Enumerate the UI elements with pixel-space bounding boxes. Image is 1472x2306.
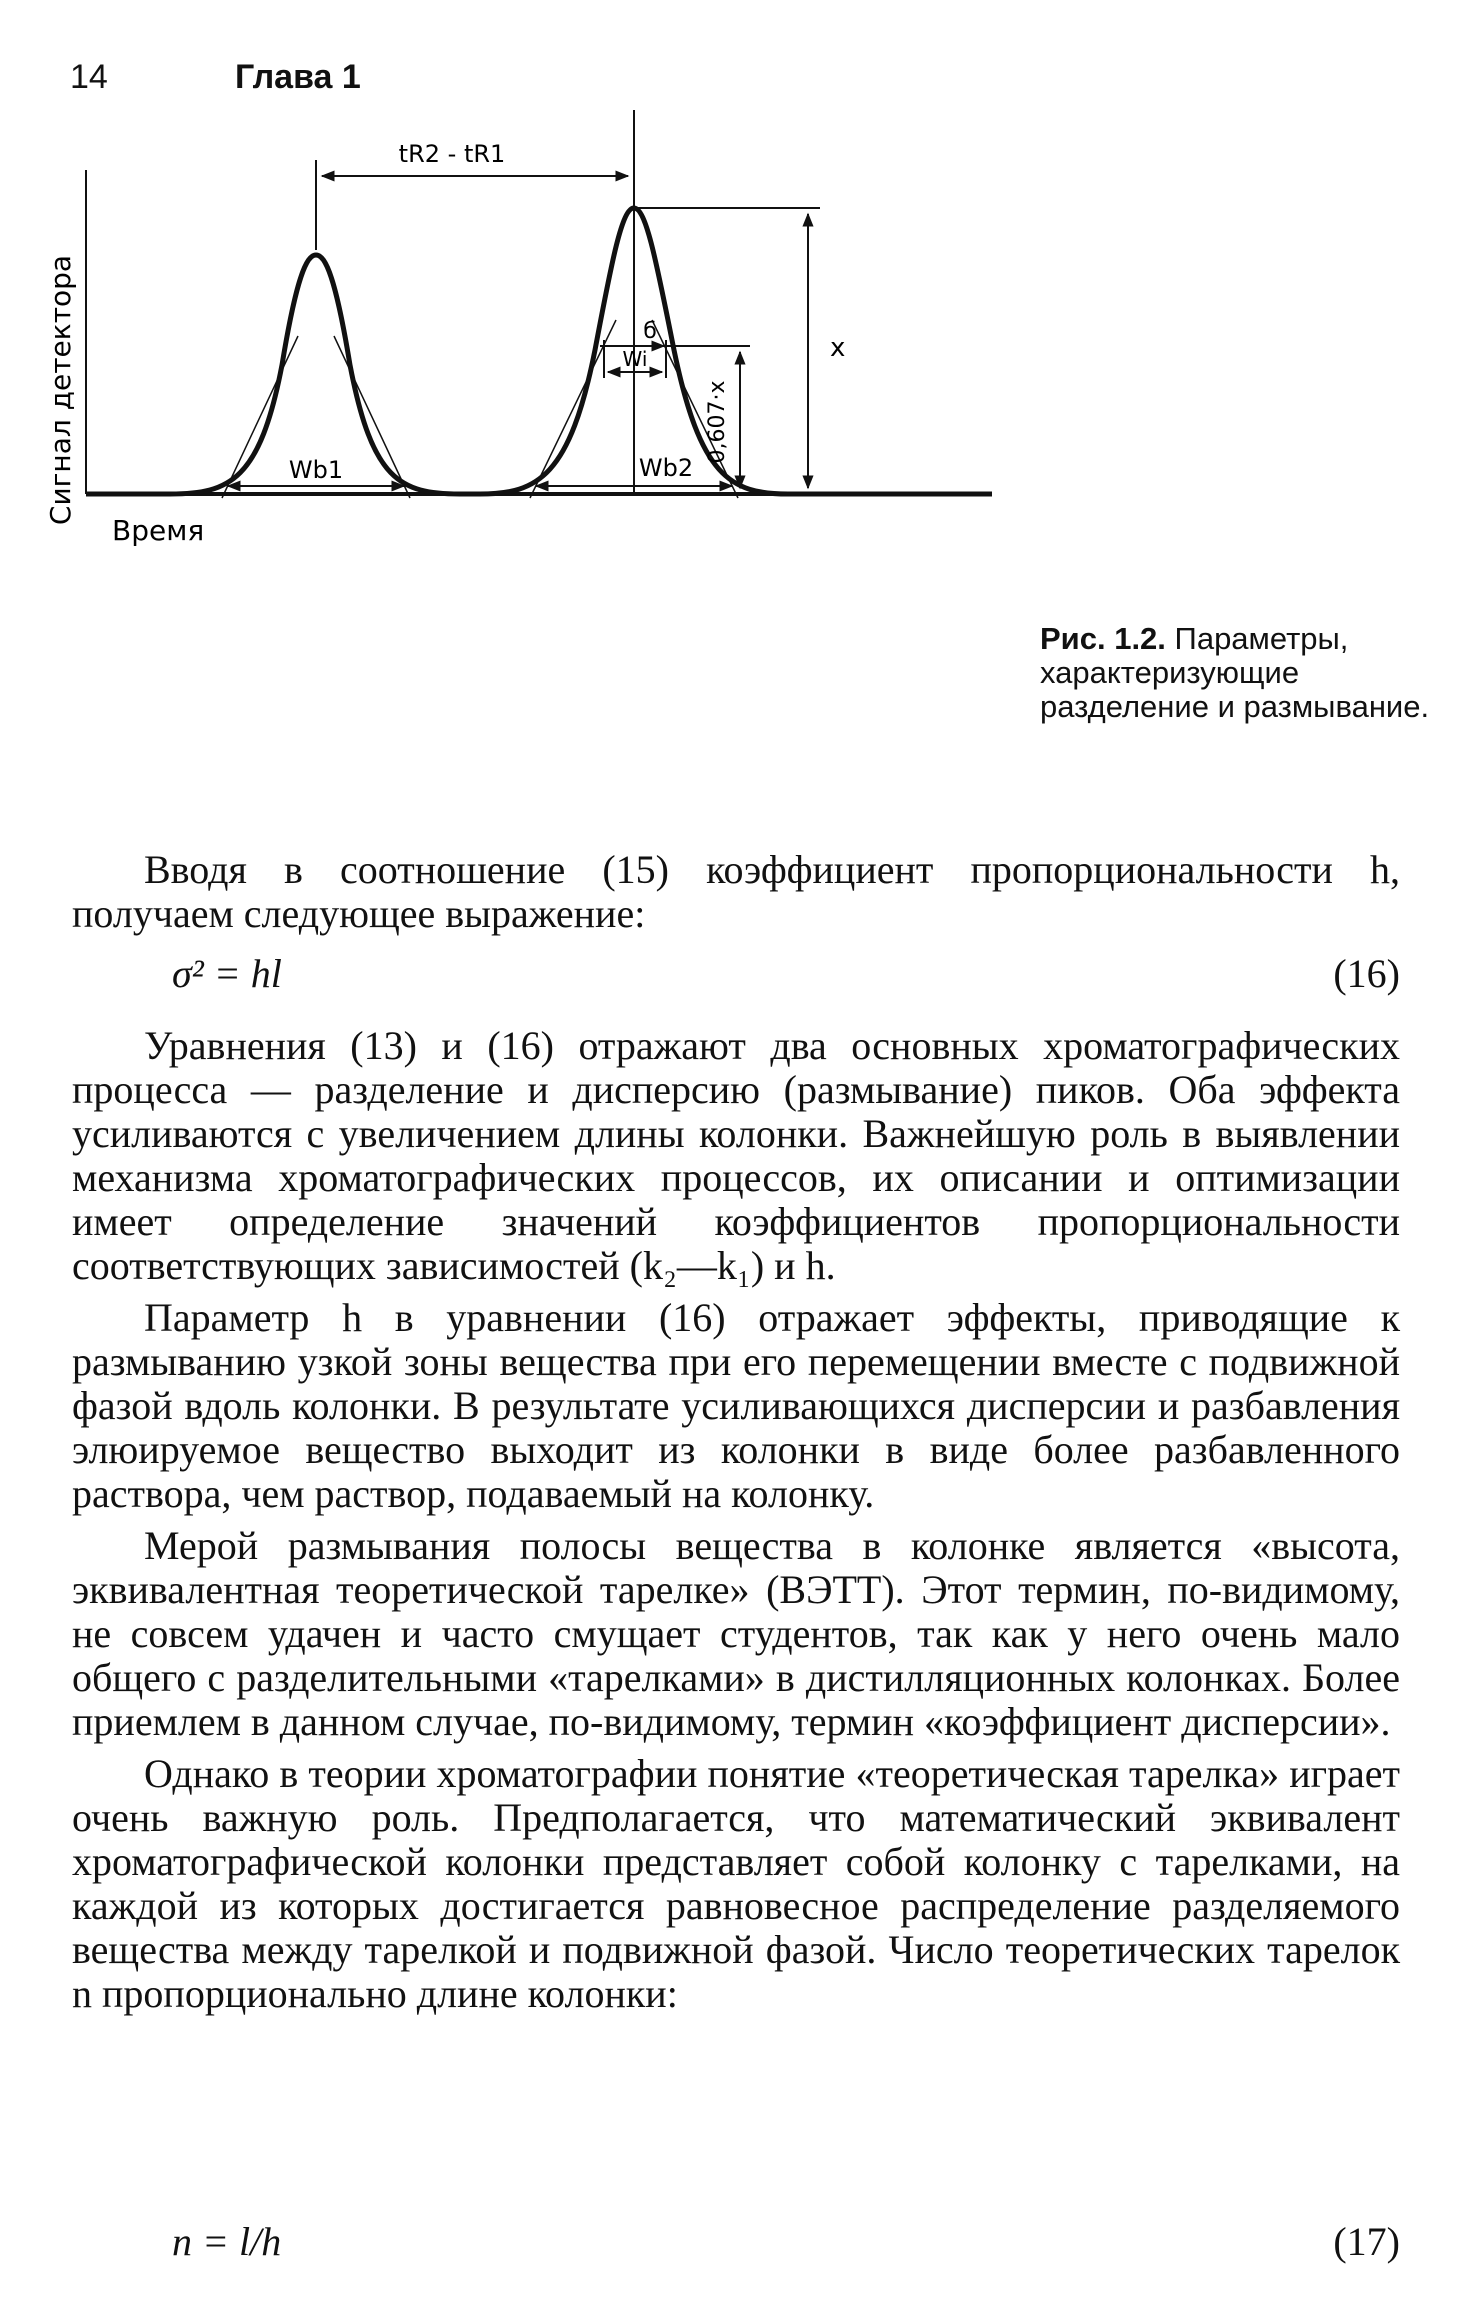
wb2-label: Wb2	[638, 454, 694, 482]
equation-17	[72, 2218, 1400, 2266]
page-number: 14	[70, 58, 108, 96]
figure-caption-label: Рис. 1.2.	[1040, 621, 1166, 656]
equation-17-expression: n = l/h	[172, 2219, 282, 2264]
wb1-label: Wb1	[288, 456, 344, 484]
paragraph-3: Параметр h в уравнении (16) отражает эффекты, приводящие к размыванию узкой зоны вещества при его перемещении вместе с подвижной фазой вдоль колонки. В результате усиливающихся дисперсии и разбавления элюируемое вещество выходит из колонки в виде более разбавленного раствора, чем раствор, подаваемый на колонку.	[72, 1295, 1400, 1516]
x-axis-label: Время	[112, 514, 205, 547]
peak-1-curve	[86, 255, 460, 494]
height-fraction-label: 0,607·x	[705, 380, 730, 464]
equation-17-number: (17)	[1333, 2219, 1400, 2264]
paragraph-1-block	[72, 848, 1400, 944]
figure-caption-text: Параметры, характеризующие разделение и размывание.	[1040, 621, 1430, 724]
wi-label: Wi	[622, 347, 648, 371]
equation-16-number: (16)	[1333, 951, 1400, 996]
chromatogram-figure	[44, 140, 1020, 800]
paragraph-2: Уравнения (13) и (16) отражают два основных хроматографических процесса — разделение и дисперсию (размывание) пиков. Оба эффекта усиливаются с увеличением длины колонки. Важнейшую роль в выявлении механизма хроматографических процессов, их описании и оптимизации имеет определение значений коэффициентов пропорциональности соответствующих зависимостей (k₂—k₁) и h.	[72, 1023, 1400, 1288]
chapter-title: Глава 1	[235, 58, 361, 96]
x-label: x	[830, 333, 846, 363]
equation-16	[72, 950, 1400, 998]
sigma-label: б	[643, 319, 657, 344]
y-axis-label: Сигнал детектора	[44, 254, 77, 526]
peak-1-right-tangent	[334, 336, 410, 498]
body-text-block	[72, 1024, 1400, 2024]
retention-diff-label: tR2 - tR1	[398, 140, 506, 168]
equation-16-expression: σ² = hl	[172, 951, 282, 996]
paragraph-5: Однако в теории хроматографии понятие «теоретическая тарелка» играет очень важную роль. Предполагается, что математический эквивалент хроматографической колонки представляет собой колонку с тарелками, на каждой из которых достигается равновесное распределение разделяемого вещества между тарелкой и подвижной фазой. Число теоретических тарелок n пропорционально длине колонки:	[72, 1751, 1400, 2016]
paragraph-1: Вводя в соотношение (15) коэффициент пропорциональности h, получаем следующее выражение:	[72, 847, 1400, 936]
figure-caption	[1040, 622, 1440, 724]
peak-1-left-tangent	[222, 336, 298, 498]
paragraph-4: Мерой размывания полосы вещества в колонке является «высота, эквивалентная теоретической тарелке» (ВЭТТ). Этот термин, по-видимому, не совсем удачен и часто смущает студентов, так как у него очень мало общего с разделительными «тарелками» в дистилляционных колонках. Более приемлем в данном случае, по-видимому, термин «коэффициент дисперсии».	[72, 1523, 1400, 1744]
